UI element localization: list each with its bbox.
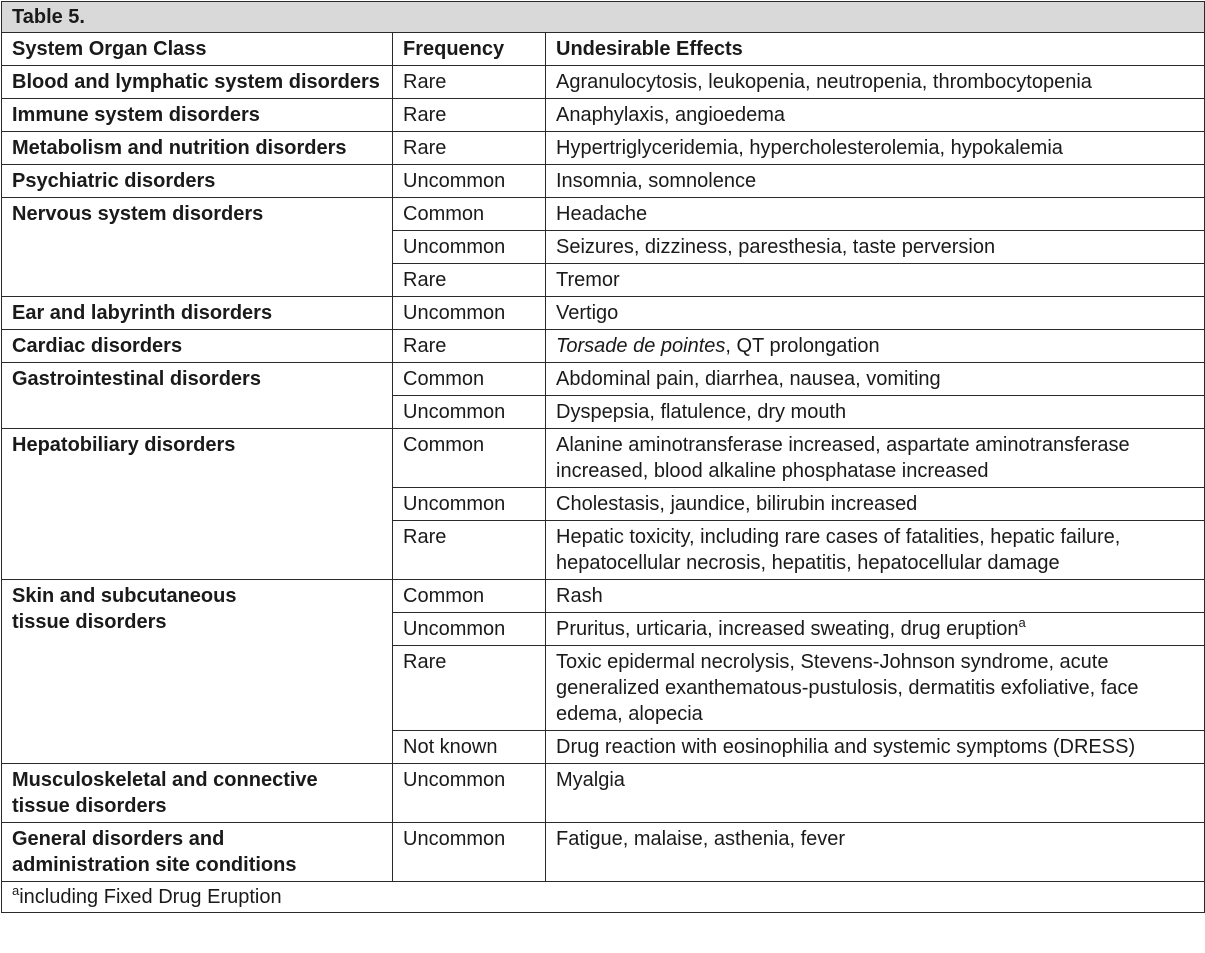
undesirable-effects-cell: [546, 363, 1205, 396]
table-body: [2, 66, 1205, 882]
frequency-cell: Common: [393, 363, 546, 396]
undesirable-effects-cell: [546, 731, 1205, 764]
effects-text: Toxic epidermal necrolysis, Stevens-Johnson syndrome, acute generalized exanthematous-pustulosis, dermatitis exfoliative, face edema, alopecia: [556, 651, 1139, 725]
frequency-cell: Rare: [393, 66, 546, 99]
frequency-cell: Rare: [393, 330, 546, 363]
undesirable-effects-cell: [546, 297, 1205, 330]
effects-text: Myalgia: [556, 769, 625, 791]
table-row: [2, 429, 1205, 488]
frequency-cell: Uncommon: [393, 613, 546, 646]
undesirable-effects-cell: [546, 521, 1205, 580]
system-organ-class-cell: Psychiatric disorders: [2, 165, 393, 198]
undesirable-effects-cell: [546, 330, 1205, 363]
system-organ-class-cell: Hepatobiliary disorders: [2, 429, 393, 580]
undesirable-effects-cell: [546, 646, 1205, 731]
undesirable-effects-cell: [546, 488, 1205, 521]
frequency-cell: Uncommon: [393, 165, 546, 198]
frequency-cell: Rare: [393, 99, 546, 132]
effects-text: Tremor: [556, 269, 620, 291]
system-organ-class-cell: Nervous system disorders: [2, 198, 393, 297]
undesirable-effects-cell: [546, 165, 1205, 198]
effects-text: Headache: [556, 203, 648, 225]
table-footnote: [2, 882, 1205, 913]
header-system-organ-class: System Organ Class: [2, 33, 393, 66]
soc-line: tissue disorders: [12, 795, 167, 817]
undesirable-effects-cell: [546, 429, 1205, 488]
effects-text: Agranulocytosis, leukopenia, neutropenia, thrombocytopenia: [556, 71, 1092, 93]
footnote-mark: a: [12, 883, 20, 898]
undesirable-effects-cell: [546, 613, 1205, 646]
effects-text: Vertigo: [556, 302, 619, 324]
frequency-cell: Common: [393, 198, 546, 231]
frequency-cell: Not known: [393, 731, 546, 764]
effects-text: Drug reaction with eosinophilia and systemic symptoms (DRESS): [556, 736, 1136, 758]
frequency-cell: Rare: [393, 646, 546, 731]
table-row: [2, 580, 1205, 613]
system-organ-class-cell: [2, 823, 393, 882]
effect-italic-term: Torsade de pointes: [556, 335, 726, 357]
effects-text: Hepatic toxicity, including rare cases of fatalities, hepatic failure, hepatocellular necrosis, hepatitis, hepatocellular damage: [556, 526, 1121, 574]
effects-text: , QT prolongation: [725, 335, 880, 357]
frequency-cell: Rare: [393, 521, 546, 580]
effects-text: Cholestasis, jaundice, bilirubin increased: [556, 493, 918, 515]
adverse-effects-table: [1, 1, 1205, 913]
frequency-cell: Uncommon: [393, 823, 546, 882]
table-row: [2, 363, 1205, 396]
effects-text: Fatigue, malaise, asthenia, fever: [556, 828, 846, 850]
system-organ-class-cell: Immune system disorders: [2, 99, 393, 132]
header-undesirable-effects: Undesirable Effects: [546, 33, 1205, 66]
system-organ-class-cell: [2, 764, 393, 823]
undesirable-effects-cell: [546, 99, 1205, 132]
soc-line: Skin and subcutaneous: [12, 585, 237, 607]
undesirable-effects-cell: [546, 764, 1205, 823]
frequency-cell: Uncommon: [393, 231, 546, 264]
frequency-cell: Uncommon: [393, 764, 546, 823]
header-frequency: Frequency: [393, 33, 546, 66]
undesirable-effects-cell: [546, 231, 1205, 264]
table-row: [2, 297, 1205, 330]
footnote-reference: a: [1018, 615, 1026, 630]
table-row: [2, 165, 1205, 198]
effects-text: Dyspepsia, flatulence, dry mouth: [556, 401, 847, 423]
soc-line: tissue disorders: [12, 611, 167, 633]
soc-line: administration site conditions: [12, 854, 297, 876]
frequency-cell: Uncommon: [393, 488, 546, 521]
system-organ-class-cell: Metabolism and nutrition disorders: [2, 132, 393, 165]
undesirable-effects-cell: [546, 823, 1205, 882]
table-row: [2, 99, 1205, 132]
effects-text: Rash: [556, 585, 603, 607]
frequency-cell: Rare: [393, 264, 546, 297]
effects-text: Hypertriglyceridemia, hypercholesterolemia, hypokalemia: [556, 137, 1063, 159]
effects-text: Abdominal pain, diarrhea, nausea, vomiting: [556, 368, 941, 390]
effects-text: Seizures, dizziness, paresthesia, taste perversion: [556, 236, 996, 258]
system-organ-class-cell: Blood and lymphatic system disorders: [2, 66, 393, 99]
header-row: [2, 33, 1205, 66]
system-organ-class-cell: Gastrointestinal disorders: [2, 363, 393, 429]
effects-text: Alanine aminotransferase increased, aspartate aminotransferase increased, blood alkaline phosphatase increased: [556, 434, 1130, 482]
undesirable-effects-cell: [546, 264, 1205, 297]
undesirable-effects-cell: [546, 198, 1205, 231]
effects-text: Insomnia, somnolence: [556, 170, 757, 192]
soc-line: Musculoskeletal and connective: [12, 769, 318, 791]
undesirable-effects-cell: [546, 132, 1205, 165]
table-row: [2, 132, 1205, 165]
table-row: [2, 823, 1205, 882]
caption-row: [2, 2, 1205, 33]
footnote-row: [2, 882, 1205, 913]
frequency-cell: Uncommon: [393, 396, 546, 429]
footnote-text: including Fixed Drug Eruption: [19, 886, 282, 908]
undesirable-effects-cell: [546, 580, 1205, 613]
system-organ-class-cell: Cardiac disorders: [2, 330, 393, 363]
effects-text: Pruritus, urticaria, increased sweating, drug eruption: [556, 618, 1019, 640]
soc-line: General disorders and: [12, 828, 225, 850]
frequency-cell: Common: [393, 580, 546, 613]
effects-text: Anaphylaxis, angioedema: [556, 104, 786, 126]
undesirable-effects-cell: [546, 396, 1205, 429]
frequency-cell: Common: [393, 429, 546, 488]
table-row: [2, 198, 1205, 231]
table-row: [2, 764, 1205, 823]
table-caption: Table 5.: [2, 2, 1205, 33]
table-row: [2, 66, 1205, 99]
undesirable-effects-cell: [546, 66, 1205, 99]
frequency-cell: Rare: [393, 132, 546, 165]
frequency-cell: Uncommon: [393, 297, 546, 330]
system-organ-class-cell: Ear and labyrinth disorders: [2, 297, 393, 330]
system-organ-class-cell: [2, 580, 393, 764]
table-row: [2, 330, 1205, 363]
